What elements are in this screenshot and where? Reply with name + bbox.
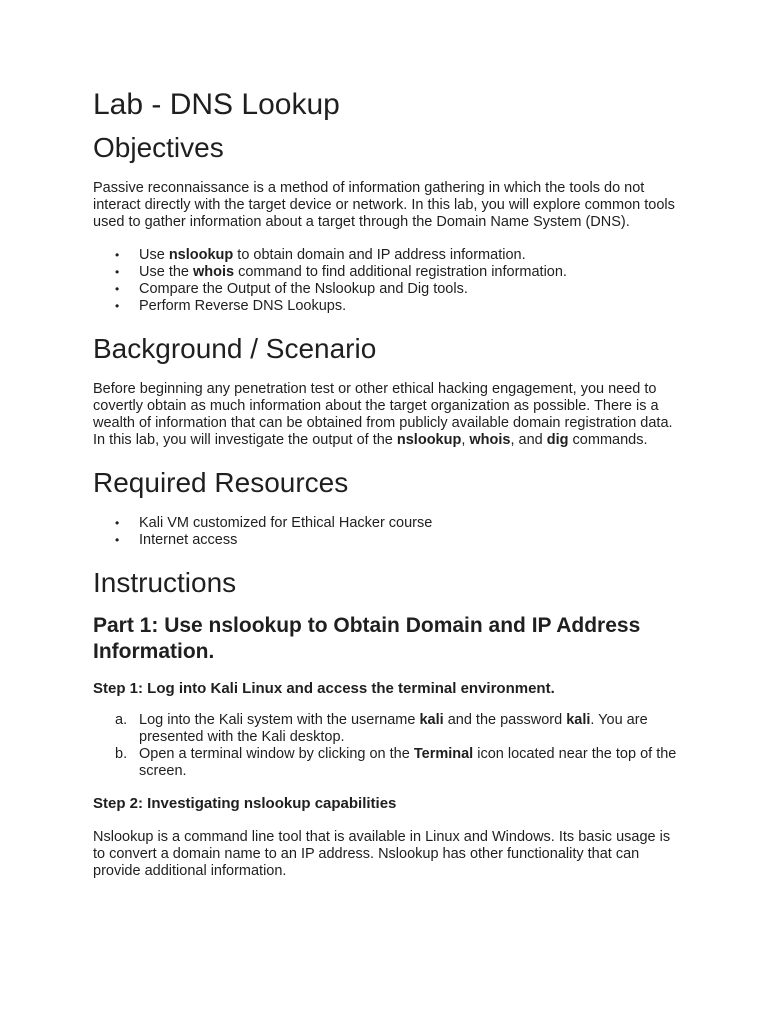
page-title: Lab - DNS Lookup bbox=[93, 88, 340, 121]
objectives-heading: Objectives bbox=[93, 132, 224, 163]
step1-list bbox=[93, 712, 683, 780]
list-item: • Kali VM customized for Ethical Hacker course bbox=[93, 515, 683, 532]
step2-paragraph: Nslookup is a command line tool that is available in Linux and Windows. Its basic usage is to convert a domain name to an IP address. Nslookup has other functionality that can provide additional information. bbox=[93, 829, 671, 879]
step1-heading: Step 1: Log into Kali Linux and access the terminal environment. bbox=[93, 680, 555, 697]
list-item: • Use the whois command to find additional registration information. bbox=[93, 264, 683, 281]
list-item: b. Open a terminal window by clicking on the Terminal icon located near the top of the screen. bbox=[115, 746, 677, 779]
list-item: • Perform Reverse DNS Lookups. bbox=[93, 298, 683, 315]
document-page bbox=[93, 86, 683, 880]
objectives-intro: Passive reconnaissance is a method of information gathering in which the tools do not interact directly with the target device or network. In this lab, you will explore common tools used to gather information about a target through the Domain Name System (DNS). bbox=[93, 180, 675, 230]
list-item: a. Log into the Kali system with the username kali and the password kali. You are presented with the Kali desktop. bbox=[115, 712, 648, 745]
instructions-heading: Instructions bbox=[93, 567, 237, 598]
list-item: • Compare the Output of the Nslookup and Dig tools. bbox=[93, 281, 683, 298]
background-heading: Background / Scenario bbox=[93, 333, 377, 364]
list-item: • Use nslookup to obtain domain and IP address information. bbox=[93, 247, 683, 264]
objectives-list bbox=[93, 247, 683, 315]
step2-heading: Step 2: Investigating nslookup capabilities bbox=[93, 795, 397, 812]
resources-list bbox=[93, 515, 683, 549]
resources-heading: Required Resources bbox=[93, 467, 349, 498]
list-item: • Internet access bbox=[93, 532, 683, 549]
part1-heading: Part 1: Use nslookup to Obtain Domain and IP Address Information. bbox=[93, 614, 641, 663]
background-paragraph: Before beginning any penetration test or other ethical hacking engagement, you need to covertly obtain as much information about the target organization as possible. There is a wealth of information that can be obtained from publicly available domain registration data. In this lab, you will investigate the output of the nslookup, whois, and dig commands. bbox=[93, 381, 673, 448]
